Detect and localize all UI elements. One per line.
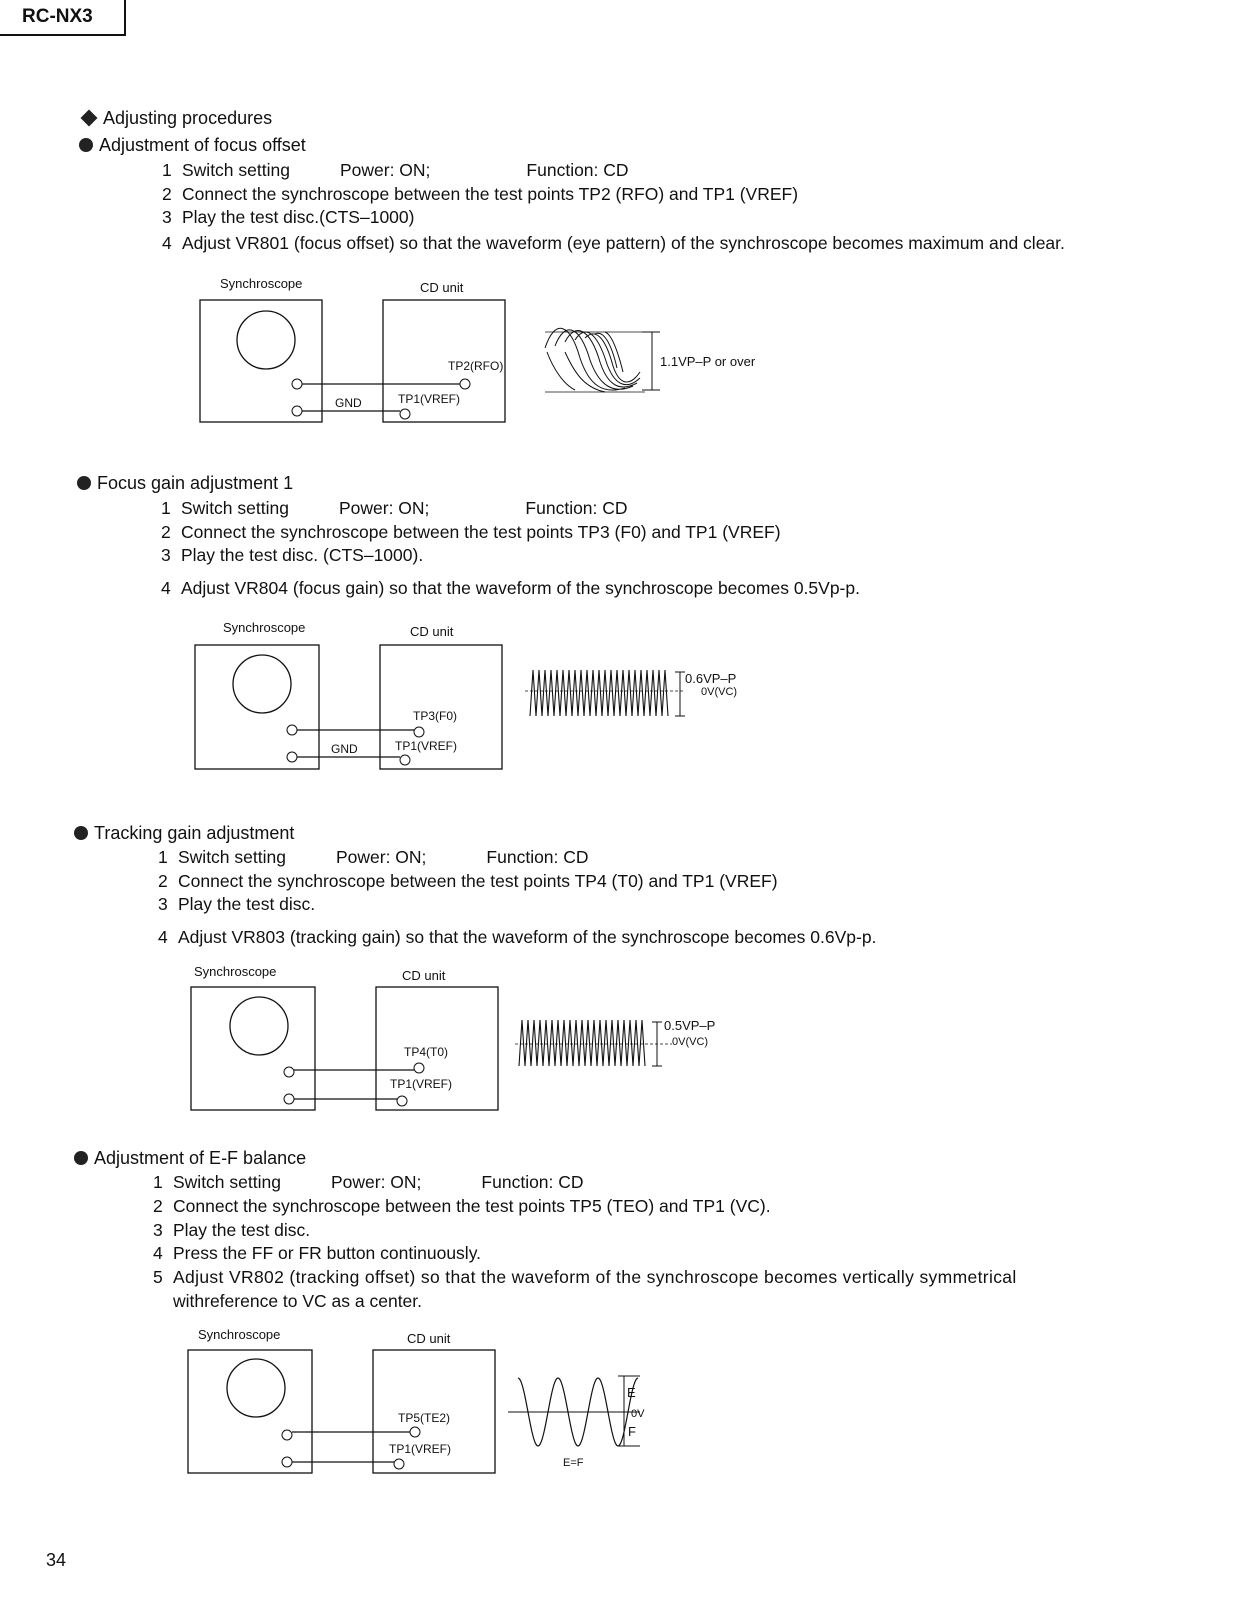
e-label: E	[627, 1385, 636, 1400]
synchroscope-label: Synchroscope	[220, 276, 303, 291]
tp-lower-label: TP1(VREF)	[398, 392, 461, 406]
step-2: 2 Connect the synchroscope between the test points TP2 (RFO) and TP1 (VREF)	[162, 184, 799, 204]
tp-terminal-icon	[414, 727, 424, 737]
step-4: 4 Adjust VR804 (focus gain) so that the waveform of the synchroscope becomes 0.5Vp-p.	[161, 578, 860, 598]
synchroscope-box	[200, 300, 322, 422]
oscillation-waveform	[519, 1020, 645, 1066]
diagram-tracking-gain	[182, 960, 782, 1125]
gnd-label: GND	[335, 396, 362, 410]
eye-pattern-waveform	[545, 328, 645, 392]
scope-terminal-icon	[287, 725, 297, 735]
tp-terminal-icon	[414, 1063, 424, 1073]
e-equals-f-label: E=F	[563, 1457, 584, 1469]
step-4: 4 Adjust VR801 (focus offset) so that the waveform (eye pattern) of the synchroscope becomes maximum and clear.	[162, 233, 1065, 253]
step-1: 1 Switch setting Power: ON; Function: CD	[162, 160, 629, 180]
tp-terminal-icon	[400, 409, 410, 419]
step-1: 1 Switch setting Power: ON; Function: CD	[153, 1172, 584, 1192]
step-3: 3 Play the test disc.	[158, 894, 316, 914]
scope-screen-icon	[237, 311, 295, 369]
scope-terminal-icon	[284, 1094, 294, 1104]
tp-lower-label: TP1(VREF)	[395, 739, 458, 753]
synchroscope-label: Synchroscope	[223, 620, 306, 635]
page-number: 34	[46, 1550, 67, 1570]
zero-level-label: 0V(VC)	[701, 686, 738, 698]
scope-terminal-icon	[284, 1067, 294, 1077]
step-1: 1 Switch setting Power: ON; Function: CD	[161, 498, 628, 518]
scope-screen-icon	[227, 1359, 285, 1417]
synchroscope-box	[195, 645, 319, 769]
cd-unit-label: CD unit	[410, 624, 454, 639]
tp-upper-label: TP3(F0)	[413, 709, 458, 723]
synchroscope-box	[188, 1350, 312, 1473]
f-label: F	[628, 1424, 636, 1439]
gnd-label: GND	[331, 742, 358, 756]
step-3: 3 Play the test disc. (CTS–1000).	[161, 545, 424, 565]
scope-terminal-icon	[282, 1430, 292, 1440]
page-header-text: Adjusting procedures	[103, 108, 273, 128]
step-3: 3 Play the test disc.(CTS–1000)	[162, 207, 415, 227]
tp-lower-label: TP1(VREF)	[389, 1442, 452, 1456]
diagram-ef-balance	[180, 1324, 780, 1489]
zero-level-label: 0V	[631, 1408, 645, 1420]
wave-amplitude-label: 0.5VP–P	[664, 1018, 716, 1033]
step-2: 2 Connect the synchroscope between the test points TP3 (F0) and TP1 (VREF)	[161, 522, 781, 542]
scope-terminal-icon	[287, 752, 297, 762]
page-header	[79, 108, 272, 129]
scope-terminal-icon	[292, 379, 302, 389]
cd-unit-label: CD unit	[402, 968, 446, 983]
section-title-focus-offset: Adjustment of focus offset	[79, 135, 306, 156]
scope-terminal-icon	[292, 406, 302, 416]
wave-amplitude-label: 0.6VP–P	[685, 671, 737, 686]
tp-terminal-icon	[410, 1427, 420, 1437]
step-5: 5 Adjust VR802 (tracking offset) so that the waveform of the synchroscope becomes vertically symmetrical	[153, 1267, 1017, 1287]
diamond-bullet-icon	[81, 110, 98, 127]
zero-level-label: 0V(VC)	[672, 1036, 709, 1048]
section-title-focus-gain: Focus gain adjustment 1	[77, 473, 293, 494]
step-3: 3 Play the test disc.	[153, 1220, 311, 1240]
section-title-tracking-gain: Tracking gain adjustment	[74, 823, 294, 844]
tp-lower-label: TP1(VREF)	[390, 1077, 453, 1091]
tp-upper-label: TP5(TE2)	[398, 1411, 451, 1425]
tp-upper-label: TP4(T0)	[404, 1045, 449, 1059]
section-bullet-icon	[79, 138, 93, 152]
tp-terminal-icon	[460, 379, 470, 389]
step-5-continued: withreference to VC as a center.	[173, 1291, 423, 1311]
cd-unit-label: CD unit	[420, 280, 464, 295]
model-label: RC-NX3	[0, 0, 126, 36]
tp-terminal-icon	[397, 1096, 407, 1106]
step-4: 4 Press the FF or FR button continuously.	[153, 1243, 482, 1263]
section-bullet-icon	[74, 826, 88, 840]
diagram-focus-gain	[185, 614, 785, 779]
section-bullet-icon	[77, 476, 91, 490]
scope-screen-icon	[230, 997, 288, 1055]
tp-terminal-icon	[400, 755, 410, 765]
scope-screen-icon	[233, 655, 291, 713]
step-2: 2 Connect the synchroscope between the test points TP5 (TEO) and TP1 (VC).	[153, 1196, 771, 1216]
tp-terminal-icon	[394, 1459, 404, 1469]
step-1: 1 Switch setting Power: ON; Function: CD	[158, 847, 589, 867]
tp-upper-label: TP2(RFO)	[448, 359, 504, 373]
synchroscope-label: Synchroscope	[194, 964, 277, 979]
step-4: 4 Adjust VR803 (tracking gain) so that the waveform of the synchroscope becomes 0.6Vp-p.	[158, 927, 877, 947]
synchroscope-box	[191, 987, 315, 1110]
scope-terminal-icon	[282, 1457, 292, 1467]
diagram-focus-offset	[190, 270, 790, 435]
synchroscope-label: Synchroscope	[198, 1327, 281, 1342]
cd-unit-label: CD unit	[407, 1331, 451, 1346]
section-title-ef-balance: Adjustment of E-F balance	[74, 1148, 306, 1169]
oscillation-waveform	[530, 670, 668, 716]
section-bullet-icon	[74, 1151, 88, 1165]
step-2: 2 Connect the synchroscope between the test points TP4 (T0) and TP1 (VREF)	[158, 871, 778, 891]
wave-amplitude-label: 1.1VP–P or over	[660, 354, 756, 369]
